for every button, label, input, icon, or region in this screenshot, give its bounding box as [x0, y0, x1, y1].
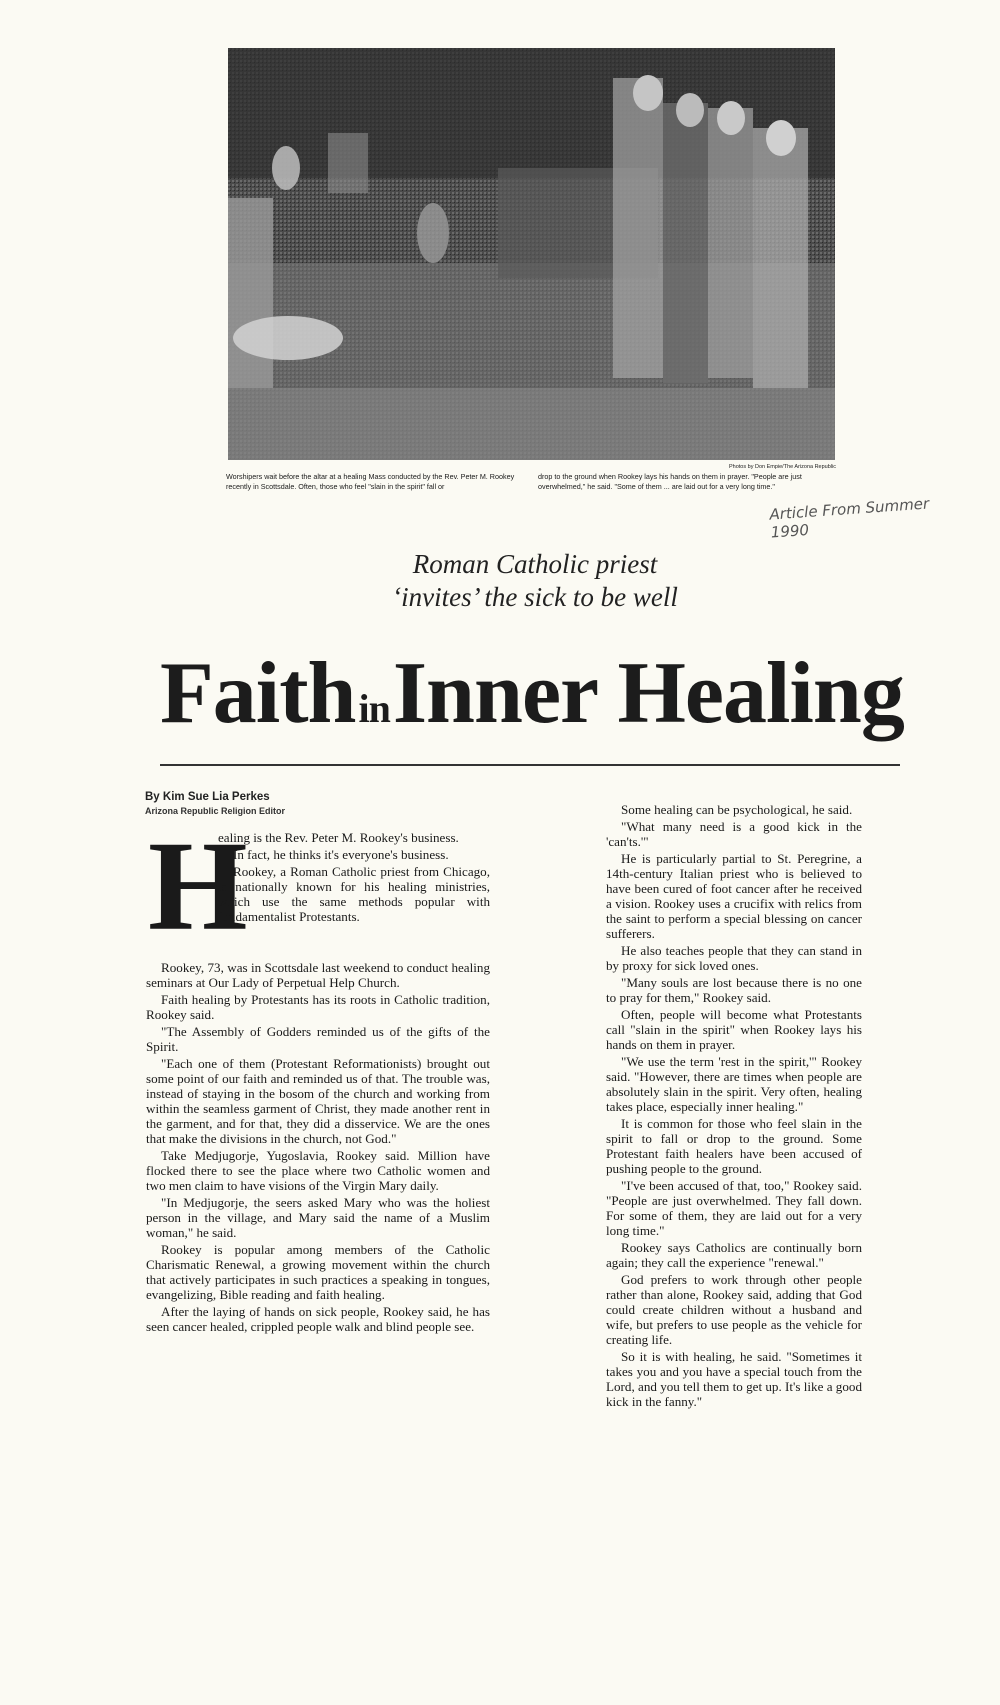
lead-paragraph: ealing is the Rev. Peter M. Rookey's business. [218, 830, 459, 845]
subheadline [230, 548, 840, 614]
article-paragraph: Rookey, 73, was in Scottsdale last weekend to conduct healing seminars at Our Lady of Perpetual Help Church. [146, 960, 490, 990]
article-paragraph: Often, people will become what Protestants call "slain in the spirit" when Rookey lays his hands on them in prayer. [606, 1007, 862, 1052]
article-paragraph: It is common for those who feel slain in the spirit to fall or drop to the ground. Some Protestant faith healers have been accused of pushing people to the ground. [606, 1116, 862, 1176]
headline-word-faith: Faith [160, 645, 356, 742]
article-paragraph: "I've been accused of that, too," Rookey said. "People are just overwhelmed. They fall down. For some of them, they are laid out for a very long time." [606, 1178, 862, 1238]
article-paragraph: "What many need is a good kick in the 'can'ts.'" [606, 819, 862, 849]
drop-cap: H [148, 815, 248, 957]
article-paragraph: Take Medjugorje, Yugoslavia, Rookey said. Million have flocked there to see the place where two Catholic women and two men claim to have visions of the Virgin Mary daily. [146, 1148, 490, 1193]
article-paragraph: "We use the term 'rest in the spirit,'" Rookey said. "However, there are times when people are absolutely slain in the spirit. Very often, healing takes place, especially inner healing." [606, 1054, 862, 1114]
headline-words-inner-healing: Inner Healing [392, 645, 904, 742]
lead-paragraph: In fact, he thinks it's everyone's business. [233, 847, 449, 862]
article-paragraph: "Each one of them (Protestant Reformationists) brought out some point of our faith and reminded us of that. The trouble was, instead of staying in the bosom of the church and working from within the seamless garment of Christ, they made another rent in the garment, and for that, they did a disservice. We are the ones that make the divisions in the church, not God." [146, 1056, 490, 1146]
subheadline-line-1: Roman Catholic priest [412, 549, 658, 579]
article-paragraph: He also teaches people that they can stand in by proxy for sick loved ones. [606, 943, 862, 973]
byline-name: By Kim Sue Lia Perkes [145, 791, 270, 803]
article-column-left [146, 960, 490, 1336]
byline-title: Arizona Republic Religion Editor [145, 806, 286, 816]
photo-image [228, 48, 835, 460]
article-paragraph: God prefers to work through other people rather than alone, Rookey said, adding that God could create children without a husband and wife, but prefers to use people as the vehicle for creating life. [606, 1272, 862, 1347]
article-paragraph: Some healing can be psychological, he said. [621, 802, 853, 817]
article-lead [218, 830, 490, 926]
article-paragraph: "Many souls are lost because there is no one to pray for them," Rookey said. [606, 975, 862, 1005]
article-paragraph: "The Assembly of Godders reminded us of the gifts of the Spirit. [146, 1024, 490, 1054]
article-paragraph: Rookey says Catholics are continually born again; they call the experience "renewal." [606, 1240, 862, 1270]
headline-rule [160, 764, 900, 766]
article-paragraph: "In Medjugorje, the seers asked Mary who was the holiest person in the village, and Mary said the name of a Muslim woman," he said. [146, 1195, 490, 1240]
article-paragraph: He is particularly partial to St. Peregrine, a 14th-century Italian priest who is believed to have been cured of foot cancer after he received a vision. Rookey uses a crucifix with relics from the saint to perform a special blessing on cancer sufferers. [606, 851, 862, 941]
article-paragraph: Faith healing by Protestants has its roots in Catholic tradition, Rookey said. [146, 992, 490, 1022]
headline-word-in: in [358, 686, 390, 731]
article-paragraph: After the laying of hands on sick people, Rookey said, he has seen cancer healed, crippled people walk and blind people see. [146, 1304, 490, 1334]
headline [160, 643, 904, 744]
subheadline-line-2: ‘invites’ the sick to be well [392, 582, 678, 612]
photo-credit: Photos by Don Empie/The Arizona Republic [728, 464, 836, 470]
handwritten-note: Article From Summer 1990 [768, 494, 930, 542]
photo-caption-left: Worshipers wait before the altar at a healing Mass conducted by the Rev. Peter M. Rookey recently in Scottsdale. Often, those who feel "slain in the spirit" fall or [226, 472, 515, 491]
article-paragraph: So it is with healing, he said. "Sometimes it takes you and you have a special touch from the Lord, and you tell them to get up. It's like a good kick in the fanny." [606, 1349, 862, 1409]
article-paragraph: Rookey is popular among members of the Catholic Charismatic Renewal, a growing movement within the church that actively participates in such practices a speaking in tongues, evangelizing, Bible reading and faith healing. [146, 1242, 490, 1302]
photo-caption-right: drop to the ground when Rookey lays his hands on them in prayer. "People are just overwhelmed," he said. "Some of them ... are laid out for a very long time." [538, 472, 802, 491]
lead-paragraph: Rookey, a Roman Catholic priest from Chicago, is nationally known for his healing ministries, which use the same methods popular with fundamentalist Protestants. [218, 864, 490, 924]
healing-mass-photo [228, 48, 835, 460]
article-column-right [606, 802, 862, 1411]
